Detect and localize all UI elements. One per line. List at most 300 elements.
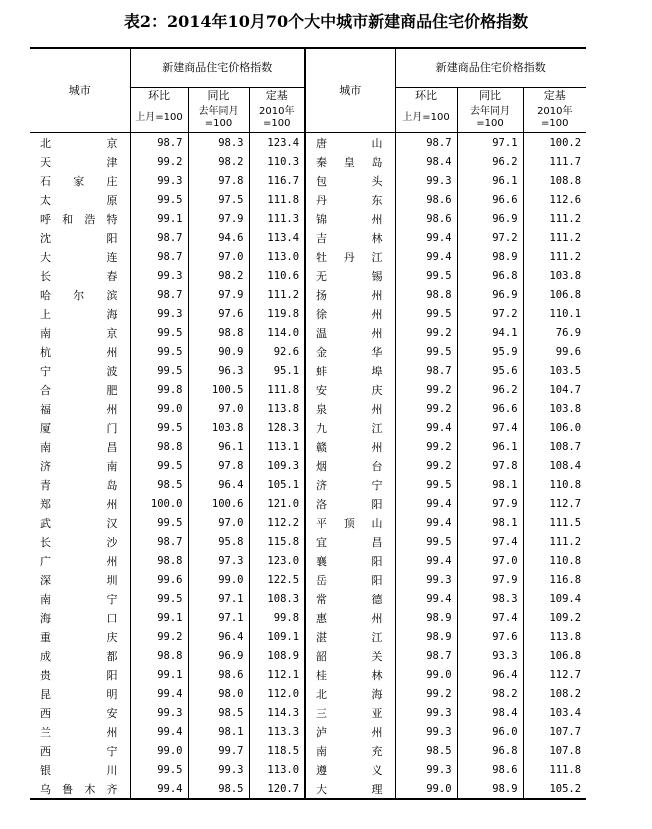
cell-base-left: 112.1 bbox=[249, 665, 305, 684]
cell-mom-left: 99.5 bbox=[130, 418, 188, 437]
cell-yoy-right: 97.4 bbox=[457, 418, 523, 437]
cell-base-right: 111.2 bbox=[523, 247, 586, 266]
cell-city-right: 九江 bbox=[305, 418, 395, 437]
cell-mom-left: 98.7 bbox=[130, 247, 188, 266]
cell-yoy-right: 97.1 bbox=[457, 133, 523, 153]
table-row bbox=[30, 722, 586, 741]
cell-mom-right: 98.7 bbox=[395, 361, 457, 380]
cell-mom-right: 99.2 bbox=[395, 380, 457, 399]
cell-yoy-right: 97.0 bbox=[457, 551, 523, 570]
cell-city-right: 惠州 bbox=[305, 608, 395, 627]
table-row bbox=[30, 494, 586, 513]
base-fixed-left: 2010年=100 bbox=[249, 104, 305, 133]
cell-mom-left: 99.5 bbox=[130, 361, 188, 380]
cell-city-left: 昆明 bbox=[40, 687, 118, 701]
table-row bbox=[30, 171, 586, 190]
cell-base-left: 113.1 bbox=[249, 437, 305, 456]
cell-base-right: 111.7 bbox=[523, 152, 586, 171]
table-row bbox=[30, 228, 586, 247]
cell-base-right: 103.5 bbox=[523, 361, 586, 380]
cell-mom-right: 99.0 bbox=[395, 665, 457, 684]
base-yoy-left: 去年同月=100 bbox=[188, 104, 249, 133]
cell-yoy-right: 96.6 bbox=[457, 190, 523, 209]
cell-city-right: 无锡 bbox=[305, 266, 395, 285]
cell-city-right: 湛江 bbox=[305, 627, 395, 646]
table-row bbox=[30, 323, 586, 342]
cell-base-left: 110.6 bbox=[249, 266, 305, 285]
cell-yoy-right: 98.4 bbox=[457, 703, 523, 722]
cell-yoy-left: 100.5 bbox=[188, 380, 249, 399]
table-row bbox=[30, 760, 586, 779]
cell-mom-left: 98.7 bbox=[130, 285, 188, 304]
cell-city-left: 沈阳 bbox=[40, 231, 118, 245]
cell-mom-left: 99.1 bbox=[130, 209, 188, 228]
cell-mom-right: 99.3 bbox=[395, 703, 457, 722]
cell-yoy-right: 96.8 bbox=[457, 741, 523, 760]
cell-mom-right: 99.4 bbox=[395, 418, 457, 437]
cell-city-left: 长春 bbox=[40, 269, 118, 283]
cell-yoy-right: 97.2 bbox=[457, 228, 523, 247]
cell-mom-right: 98.9 bbox=[395, 627, 457, 646]
cell-mom-left: 99.3 bbox=[130, 171, 188, 190]
cell-city-left: 青岛 bbox=[40, 478, 118, 492]
cell-base-right: 112.6 bbox=[523, 190, 586, 209]
cell-city-right: 襄阳 bbox=[305, 551, 395, 570]
cell-mom-right: 99.3 bbox=[395, 570, 457, 589]
cell-city-right: 泉州 bbox=[305, 399, 395, 418]
cell-base-left: 128.3 bbox=[249, 418, 305, 437]
cell-mom-left: 99.5 bbox=[130, 513, 188, 532]
cell-base-left: 121.0 bbox=[249, 494, 305, 513]
cell-base-right: 112.7 bbox=[523, 665, 586, 684]
cell-base-left: 113.3 bbox=[249, 722, 305, 741]
cell-mom-right: 99.4 bbox=[395, 228, 457, 247]
table-row bbox=[30, 646, 586, 665]
cell-mom-right: 99.2 bbox=[395, 684, 457, 703]
cell-base-left: 119.8 bbox=[249, 304, 305, 323]
cell-mom-right: 98.6 bbox=[395, 190, 457, 209]
cell-base-right: 108.4 bbox=[523, 456, 586, 475]
cell-base-left: 95.1 bbox=[249, 361, 305, 380]
cell-mom-left: 99.0 bbox=[130, 399, 188, 418]
cell-yoy-left: 99.0 bbox=[188, 570, 249, 589]
cell-base-left: 112.2 bbox=[249, 513, 305, 532]
cell-city-left: 广州 bbox=[40, 554, 118, 568]
cell-mom-right: 99.5 bbox=[395, 532, 457, 551]
cell-base-right: 106.8 bbox=[523, 285, 586, 304]
cell-base-left: 114.0 bbox=[249, 323, 305, 342]
table-row bbox=[30, 779, 586, 799]
cell-mom-left: 98.5 bbox=[130, 475, 188, 494]
cell-base-left: 99.8 bbox=[249, 608, 305, 627]
cell-yoy-left: 98.8 bbox=[188, 323, 249, 342]
cell-city-right: 牡丹江 bbox=[305, 247, 395, 266]
cell-city-right: 包头 bbox=[305, 171, 395, 190]
cell-city-right: 吉林 bbox=[305, 228, 395, 247]
cell-yoy-left: 97.0 bbox=[188, 247, 249, 266]
cell-base-left: 112.0 bbox=[249, 684, 305, 703]
cell-yoy-left: 97.9 bbox=[188, 209, 249, 228]
cell-base-right: 107.8 bbox=[523, 741, 586, 760]
cell-city-left: 南昌 bbox=[40, 440, 118, 454]
cell-mom-left: 99.4 bbox=[130, 779, 188, 799]
cell-yoy-right: 94.1 bbox=[457, 323, 523, 342]
cell-yoy-left: 98.2 bbox=[188, 266, 249, 285]
cell-city-right: 唐山 bbox=[305, 133, 395, 153]
cell-yoy-right: 97.9 bbox=[457, 494, 523, 513]
cell-yoy-right: 95.6 bbox=[457, 361, 523, 380]
cell-yoy-left: 97.0 bbox=[188, 399, 249, 418]
cell-city-left: 杭州 bbox=[40, 345, 118, 359]
city-header-left: 城市 bbox=[30, 48, 130, 133]
cell-yoy-right: 96.6 bbox=[457, 399, 523, 418]
cell-yoy-right: 98.6 bbox=[457, 760, 523, 779]
cell-yoy-left: 96.9 bbox=[188, 646, 249, 665]
cell-yoy-left: 98.0 bbox=[188, 684, 249, 703]
cell-yoy-right: 97.9 bbox=[457, 570, 523, 589]
cell-city-right: 济宁 bbox=[305, 475, 395, 494]
cell-yoy-left: 98.3 bbox=[188, 133, 249, 153]
cell-base-left: 92.6 bbox=[249, 342, 305, 361]
cell-base-left: 122.5 bbox=[249, 570, 305, 589]
cell-mom-right: 99.3 bbox=[395, 171, 457, 190]
cell-city-left: 成都 bbox=[40, 649, 118, 663]
cell-yoy-right: 96.2 bbox=[457, 380, 523, 399]
cell-base-right: 103.8 bbox=[523, 399, 586, 418]
cell-base-left: 109.1 bbox=[249, 627, 305, 646]
table-row bbox=[30, 589, 586, 608]
table-row bbox=[30, 133, 586, 153]
base-mom-right: 上月=100 bbox=[395, 104, 457, 133]
cell-yoy-left: 97.6 bbox=[188, 304, 249, 323]
cell-base-left: 110.3 bbox=[249, 152, 305, 171]
cell-city-right: 丹东 bbox=[305, 190, 395, 209]
cell-yoy-right: 95.9 bbox=[457, 342, 523, 361]
cell-yoy-right: 98.9 bbox=[457, 779, 523, 799]
cell-city-left: 合肥 bbox=[40, 383, 118, 397]
cell-mom-right: 98.7 bbox=[395, 646, 457, 665]
cell-base-right: 113.8 bbox=[523, 627, 586, 646]
col-mom-right: 环比 bbox=[395, 88, 457, 105]
cell-base-left: 111.8 bbox=[249, 380, 305, 399]
cell-yoy-right: 97.4 bbox=[457, 532, 523, 551]
cell-base-right: 111.2 bbox=[523, 209, 586, 228]
cell-base-right: 110.8 bbox=[523, 475, 586, 494]
city-header-right: 城市 bbox=[305, 48, 395, 133]
table-row bbox=[30, 532, 586, 551]
cell-yoy-right: 97.4 bbox=[457, 608, 523, 627]
cell-mom-left: 99.0 bbox=[130, 741, 188, 760]
cell-mom-left: 99.6 bbox=[130, 570, 188, 589]
cell-mom-right: 99.2 bbox=[395, 323, 457, 342]
cell-city-right: 平顶山 bbox=[305, 513, 395, 532]
col-base-left: 定基 bbox=[249, 88, 305, 105]
cell-base-left: 115.8 bbox=[249, 532, 305, 551]
cell-yoy-left: 98.5 bbox=[188, 779, 249, 799]
table-row bbox=[30, 399, 586, 418]
cell-base-left: 116.7 bbox=[249, 171, 305, 190]
cell-mom-left: 99.2 bbox=[130, 152, 188, 171]
cell-yoy-left: 96.4 bbox=[188, 627, 249, 646]
cell-yoy-left: 103.8 bbox=[188, 418, 249, 437]
cell-city-left: 银川 bbox=[40, 763, 118, 777]
cell-base-left: 123.0 bbox=[249, 551, 305, 570]
cell-city-right: 岳阳 bbox=[305, 570, 395, 589]
cell-city-left: 海口 bbox=[40, 611, 118, 625]
cell-city-left: 呼和浩特 bbox=[40, 212, 118, 226]
cell-city-left: 贵阳 bbox=[40, 668, 118, 682]
cell-mom-right: 98.9 bbox=[395, 608, 457, 627]
cell-yoy-left: 97.3 bbox=[188, 551, 249, 570]
cell-base-right: 107.7 bbox=[523, 722, 586, 741]
cell-mom-right: 98.4 bbox=[395, 152, 457, 171]
table-row bbox=[30, 152, 586, 171]
cell-yoy-right: 97.6 bbox=[457, 627, 523, 646]
cell-base-left: 109.3 bbox=[249, 456, 305, 475]
cell-mom-right: 98.8 bbox=[395, 285, 457, 304]
cell-base-left: 113.0 bbox=[249, 760, 305, 779]
cell-mom-right: 99.5 bbox=[395, 304, 457, 323]
cell-yoy-right: 96.2 bbox=[457, 152, 523, 171]
cell-mom-right: 99.5 bbox=[395, 475, 457, 494]
cell-city-right: 安庆 bbox=[305, 380, 395, 399]
table-row bbox=[30, 627, 586, 646]
base-yoy-right: 去年同月=100 bbox=[457, 104, 523, 133]
cell-city-right: 常德 bbox=[305, 589, 395, 608]
cell-yoy-left: 97.8 bbox=[188, 171, 249, 190]
cell-base-right: 110.8 bbox=[523, 551, 586, 570]
col-yoy-left: 同比 bbox=[188, 88, 249, 105]
cell-yoy-right: 97.8 bbox=[457, 456, 523, 475]
price-index-table bbox=[30, 47, 586, 800]
cell-mom-left: 99.4 bbox=[130, 722, 188, 741]
cell-city-left: 宁波 bbox=[40, 364, 118, 378]
cell-yoy-right: 98.2 bbox=[457, 684, 523, 703]
col-mom-left: 环比 bbox=[130, 88, 188, 105]
cell-city-left: 哈尔滨 bbox=[40, 288, 118, 302]
cell-yoy-left: 99.7 bbox=[188, 741, 249, 760]
cell-yoy-right: 96.9 bbox=[457, 285, 523, 304]
cell-mom-left: 99.5 bbox=[130, 190, 188, 209]
cell-yoy-left: 90.9 bbox=[188, 342, 249, 361]
cell-base-left: 111.2 bbox=[249, 285, 305, 304]
table-row bbox=[30, 190, 586, 209]
cell-city-left: 西安 bbox=[40, 706, 118, 720]
cell-city-right: 徐州 bbox=[305, 304, 395, 323]
cell-base-left: 118.5 bbox=[249, 741, 305, 760]
cell-city-left: 石家庄 bbox=[40, 174, 118, 188]
cell-mom-left: 99.5 bbox=[130, 342, 188, 361]
col-base-right: 定基 bbox=[523, 88, 586, 105]
group-header-left: 新建商品住宅价格指数 bbox=[130, 48, 305, 88]
cell-city-left: 济南 bbox=[40, 459, 118, 473]
cell-yoy-left: 97.1 bbox=[188, 608, 249, 627]
cell-city-right: 泸州 bbox=[305, 722, 395, 741]
cell-base-right: 111.2 bbox=[523, 228, 586, 247]
table-row bbox=[30, 456, 586, 475]
cell-yoy-right: 98.3 bbox=[457, 589, 523, 608]
cell-yoy-right: 96.1 bbox=[457, 437, 523, 456]
table-row bbox=[30, 361, 586, 380]
cell-yoy-left: 98.6 bbox=[188, 665, 249, 684]
table-row bbox=[30, 551, 586, 570]
cell-yoy-right: 98.1 bbox=[457, 513, 523, 532]
cell-city-left: 福州 bbox=[40, 402, 118, 416]
cell-base-right: 111.2 bbox=[523, 532, 586, 551]
cell-yoy-left: 98.5 bbox=[188, 703, 249, 722]
cell-yoy-right: 98.9 bbox=[457, 247, 523, 266]
table-row bbox=[30, 475, 586, 494]
cell-base-right: 116.8 bbox=[523, 570, 586, 589]
table-row bbox=[30, 304, 586, 323]
table-row bbox=[30, 285, 586, 304]
cell-base-right: 108.8 bbox=[523, 171, 586, 190]
cell-mom-right: 98.6 bbox=[395, 209, 457, 228]
cell-city-left: 重庆 bbox=[40, 630, 118, 644]
cell-base-left: 108.9 bbox=[249, 646, 305, 665]
cell-city-right: 三亚 bbox=[305, 703, 395, 722]
cell-mom-left: 99.5 bbox=[130, 589, 188, 608]
cell-mom-left: 99.8 bbox=[130, 380, 188, 399]
cell-yoy-left: 97.0 bbox=[188, 513, 249, 532]
cell-yoy-right: 93.3 bbox=[457, 646, 523, 665]
cell-base-right: 106.8 bbox=[523, 646, 586, 665]
cell-city-right: 扬州 bbox=[305, 285, 395, 304]
cell-mom-left: 98.8 bbox=[130, 551, 188, 570]
cell-city-right: 遵义 bbox=[305, 760, 395, 779]
cell-mom-right: 99.0 bbox=[395, 779, 457, 799]
cell-city-left: 上海 bbox=[40, 307, 118, 321]
cell-base-left: 111.8 bbox=[249, 190, 305, 209]
table-row bbox=[30, 342, 586, 361]
table-row bbox=[30, 418, 586, 437]
cell-city-left: 南京 bbox=[40, 326, 118, 340]
cell-mom-left: 98.8 bbox=[130, 437, 188, 456]
cell-base-left: 105.1 bbox=[249, 475, 305, 494]
cell-yoy-right: 96.1 bbox=[457, 171, 523, 190]
cell-mom-left: 98.7 bbox=[130, 532, 188, 551]
cell-mom-left: 99.2 bbox=[130, 627, 188, 646]
cell-base-left: 113.8 bbox=[249, 399, 305, 418]
cell-mom-right: 99.4 bbox=[395, 513, 457, 532]
cell-mom-left: 99.3 bbox=[130, 703, 188, 722]
table-row bbox=[30, 665, 586, 684]
cell-mom-left: 100.0 bbox=[130, 494, 188, 513]
cell-base-right: 106.0 bbox=[523, 418, 586, 437]
cell-city-left: 太原 bbox=[40, 193, 118, 207]
cell-mom-left: 98.8 bbox=[130, 646, 188, 665]
cell-mom-right: 99.2 bbox=[395, 456, 457, 475]
table-row bbox=[30, 380, 586, 399]
cell-base-right: 103.8 bbox=[523, 266, 586, 285]
cell-mom-right: 98.5 bbox=[395, 741, 457, 760]
col-yoy-right: 同比 bbox=[457, 88, 523, 105]
cell-mom-right: 99.4 bbox=[395, 494, 457, 513]
cell-city-right: 桂林 bbox=[305, 665, 395, 684]
cell-yoy-right: 96.8 bbox=[457, 266, 523, 285]
cell-city-right: 大理 bbox=[305, 779, 395, 799]
cell-yoy-left: 97.9 bbox=[188, 285, 249, 304]
cell-base-right: 111.5 bbox=[523, 513, 586, 532]
cell-yoy-left: 95.8 bbox=[188, 532, 249, 551]
cell-yoy-left: 97.5 bbox=[188, 190, 249, 209]
cell-base-left: 108.3 bbox=[249, 589, 305, 608]
cell-city-right: 韶关 bbox=[305, 646, 395, 665]
table-row bbox=[30, 247, 586, 266]
table-title: 表2：2014年10月70个大中城市新建商品住宅价格指数 bbox=[123, 12, 529, 31]
cell-base-left: 111.3 bbox=[249, 209, 305, 228]
cell-mom-right: 99.4 bbox=[395, 247, 457, 266]
cell-city-right: 烟台 bbox=[305, 456, 395, 475]
cell-mom-left: 99.3 bbox=[130, 266, 188, 285]
cell-yoy-left: 96.3 bbox=[188, 361, 249, 380]
cell-base-right: 99.6 bbox=[523, 342, 586, 361]
cell-mom-left: 99.1 bbox=[130, 665, 188, 684]
cell-city-right: 锦州 bbox=[305, 209, 395, 228]
cell-base-right: 110.1 bbox=[523, 304, 586, 323]
cell-yoy-left: 96.1 bbox=[188, 437, 249, 456]
cell-city-left: 深圳 bbox=[40, 573, 118, 587]
table-row bbox=[30, 741, 586, 760]
cell-city-right: 赣州 bbox=[305, 437, 395, 456]
cell-base-right: 112.7 bbox=[523, 494, 586, 513]
cell-base-left: 114.3 bbox=[249, 703, 305, 722]
cell-yoy-left: 98.2 bbox=[188, 152, 249, 171]
base-fixed-right: 2010年=100 bbox=[523, 104, 586, 133]
table-row bbox=[30, 684, 586, 703]
cell-city-right: 蚌埠 bbox=[305, 361, 395, 380]
cell-mom-right: 99.5 bbox=[395, 266, 457, 285]
table-row bbox=[30, 608, 586, 627]
table-row bbox=[30, 209, 586, 228]
cell-yoy-left: 97.1 bbox=[188, 589, 249, 608]
cell-mom-right: 98.7 bbox=[395, 133, 457, 153]
cell-mom-left: 98.7 bbox=[130, 228, 188, 247]
cell-yoy-right: 96.9 bbox=[457, 209, 523, 228]
cell-base-right: 108.2 bbox=[523, 684, 586, 703]
cell-city-left: 武汉 bbox=[40, 516, 118, 530]
cell-yoy-right: 98.1 bbox=[457, 475, 523, 494]
cell-city-right: 金华 bbox=[305, 342, 395, 361]
cell-yoy-right: 97.2 bbox=[457, 304, 523, 323]
cell-base-right: 76.9 bbox=[523, 323, 586, 342]
cell-city-left: 兰州 bbox=[40, 725, 118, 739]
base-mom-left: 上月=100 bbox=[130, 104, 188, 133]
cell-city-left: 厦门 bbox=[40, 421, 118, 435]
cell-city-left: 长沙 bbox=[40, 535, 118, 549]
group-header-right: 新建商品住宅价格指数 bbox=[395, 48, 586, 88]
cell-mom-left: 99.1 bbox=[130, 608, 188, 627]
cell-mom-right: 99.3 bbox=[395, 722, 457, 741]
cell-mom-left: 99.5 bbox=[130, 456, 188, 475]
table-row bbox=[30, 513, 586, 532]
table-row bbox=[30, 703, 586, 722]
cell-city-right: 北海 bbox=[305, 684, 395, 703]
cell-mom-left: 99.5 bbox=[130, 323, 188, 342]
cell-mom-right: 99.2 bbox=[395, 399, 457, 418]
cell-city-left: 北京 bbox=[40, 136, 118, 150]
cell-base-right: 108.7 bbox=[523, 437, 586, 456]
cell-city-left: 天津 bbox=[40, 155, 118, 169]
cell-mom-left: 99.4 bbox=[130, 684, 188, 703]
cell-city-left: 乌鲁木齐 bbox=[30, 779, 130, 799]
cell-base-left: 120.7 bbox=[249, 779, 305, 799]
cell-yoy-left: 98.1 bbox=[188, 722, 249, 741]
table-row bbox=[30, 437, 586, 456]
cell-yoy-left: 99.3 bbox=[188, 760, 249, 779]
cell-mom-left: 99.5 bbox=[130, 760, 188, 779]
cell-city-right: 秦皇岛 bbox=[305, 152, 395, 171]
